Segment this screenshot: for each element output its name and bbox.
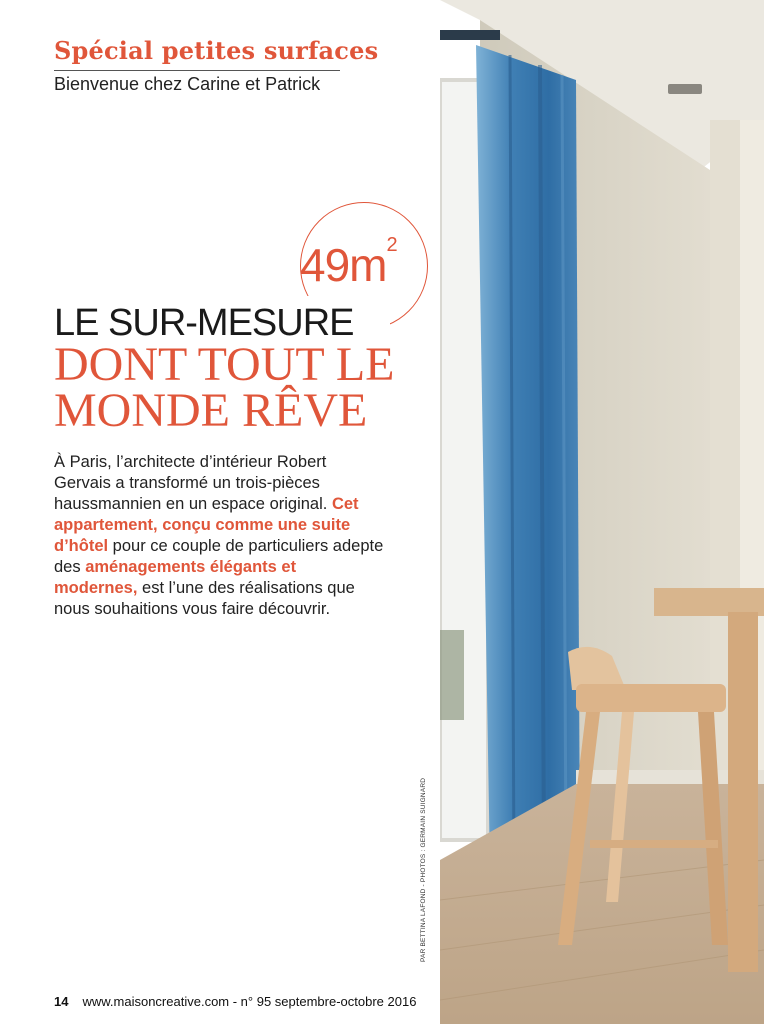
headline-line-2: DONT TOUT LE — [54, 338, 395, 391]
photo-credit: PAR BETTINA LAFOND - PHOTOS : GERMAIN SUIGNARD — [420, 777, 427, 962]
window-greenery — [440, 630, 464, 720]
stool-rung — [590, 840, 718, 848]
section-subtitle: Bienvenue chez Carine et Patrick — [54, 74, 321, 94]
section-rubric: Spécial petites surfaces — [54, 36, 379, 65]
area-unit: m — [349, 239, 387, 291]
area-value: 49 — [300, 239, 350, 291]
curtain-rod — [440, 30, 500, 40]
intro-highlight-1: Cet appartement, conçu comme une suite d’hôtel — [54, 495, 359, 555]
table-leg — [728, 612, 758, 972]
rubric-divider — [54, 70, 340, 71]
page-footer — [54, 994, 416, 1009]
intro-text-1: À Paris, l’architecte d’intérieur Robert Gervais a transformé un trois-pièces haussmannien en un espace original. — [54, 453, 328, 513]
stool-seat — [576, 684, 726, 712]
area-exponent: 2 — [386, 234, 397, 256]
table-top — [654, 588, 764, 616]
intro-highlight-2: aménagements élégants et modernes, — [54, 558, 297, 597]
intro-text-3: est l’une des réalisations que nous souhaitions vous faire découvrir. — [54, 579, 355, 618]
ceiling-spot — [668, 84, 702, 94]
page-number: 14 — [54, 994, 69, 1009]
interior-photo — [440, 0, 764, 1024]
footer-text: www.maisoncreative.com - n° 95 septembre-octobre 2016 — [82, 994, 417, 1009]
headline-line-3: MONDE RÊVE — [54, 384, 368, 437]
intro-paragraph — [54, 452, 384, 620]
intro-text-2: pour ce couple de particuliers adepte des — [54, 537, 384, 576]
headline-line-1: LE SUR-MESURE — [54, 302, 354, 344]
area-label — [300, 234, 397, 292]
headline-main — [54, 338, 454, 437]
